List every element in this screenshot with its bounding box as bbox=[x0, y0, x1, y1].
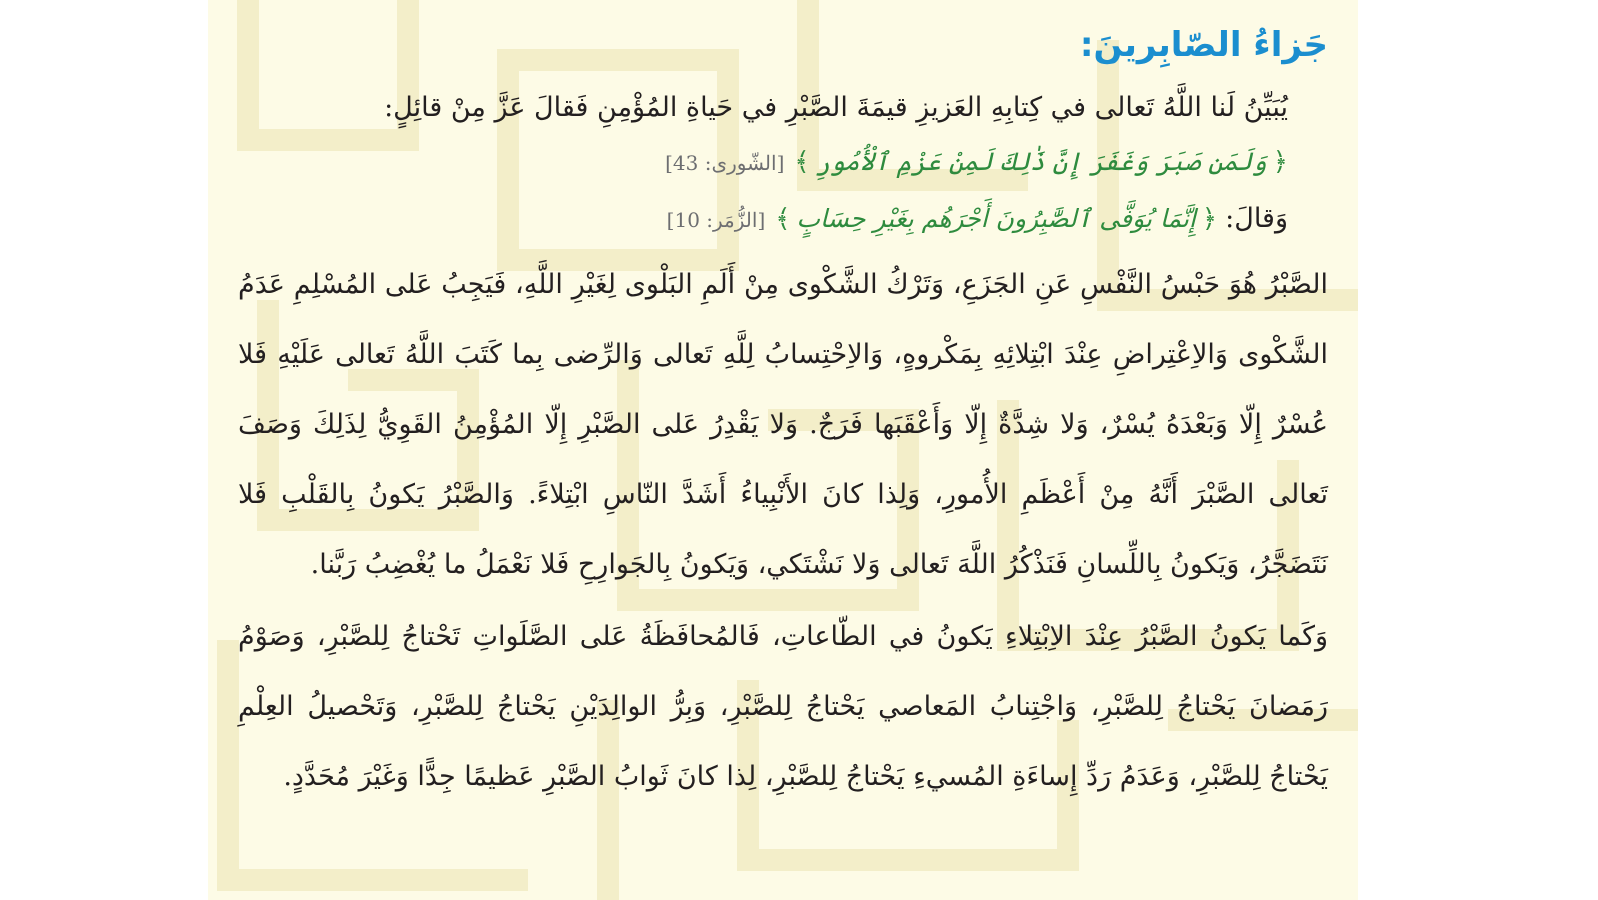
quran-verse-2 bbox=[238, 191, 1288, 248]
verse-reference: [الزُّمَر: 10] bbox=[666, 208, 766, 232]
verse-open-bracket: ﴿ bbox=[1272, 147, 1288, 177]
lesson-content bbox=[238, 18, 1328, 812]
body-paragraph-1: الصَّبْرُ هُوَ حَبْسُ النَّفْسِ عَنِ الجَزَعِ، وَتَرْكُ الشَّكْوى مِنْ أَلَمِ البَلْوى لِغَيْرِ اللَّهِ، فَيَجِبُ عَلى المُسْلِمِ عَدَمُ الشَّكْوى وَالاِعْتِراضِ عِنْدَ ابْتِلائِهِ بِمَكْروهٍ، وَالاِحْتِسابُ لِلَّهِ تَعالى وَالرِّضى بِما كَتَبَ اللَّهُ تَعالى عَلَيْهِ فَلا عُسْرٌ إِلّا وَبَعْدَهُ يُسْرٌ، وَلا شِدَّةٌ إِلّا وَأَعْقَبَها فَرَجٌ. وَلا يَقْدِرُ عَلى الصَّبْرِ إِلّا المُؤْمِنُ القَوِيُّ لِذَلِكَ وَصَفَ تَعالى الصَّبْرَ أَنَّهُ مِنْ أَعْظَمِ الأُمورِ، وَلِذا كانَ الأَنْبِياءُ أَشَدَّ النّاسِ ابْتِلاءً. وَالصَّبْرُ يَكونُ بِالقَلْبِ فَلا نَتَضَجَّرُ، وَيَكونُ بِاللِّسانِ فَنَذْكُرُ اللَّهَ تَعالى وَلا نَشْتَكي، وَيَكونُ بِالجَوارِحِ فَلا نَعْمَلُ ما يُغْضِبُ رَبَّنا. bbox=[238, 269, 1328, 580]
section-heading: جَزاءُ الصّابِرينَ: bbox=[1079, 25, 1328, 65]
textbook-page bbox=[208, 0, 1358, 900]
verse-text: وَلَمَن صَبَرَ وَغَفَرَ إِنَّ ذَٰلِكَ لَمِنْ عَزْمِ ٱلْأُمُورِ bbox=[815, 147, 1267, 176]
body-paragraph-2: وَكَما يَكونُ الصَّبْرُ عِنْدَ الاِبْتِلاءِ يَكونُ في الطّاعاتِ، فَالمُحافَظَةُ عَلى الصَّلَواتِ تَحْتاجُ لِلصَّبْرِ، وَصَوْمُ رَمَضانَ يَحْتاجُ لِلصَّبْرِ، وَاجْتِنابُ المَعاصي يَحْتاجُ لِلصَّبْرِ، وَبِرُّ الوالِدَيْنِ يَحْتاجُ لِلصَّبْرِ، وَتَحْصيلُ العِلْمِ يَحْتاجُ لِلصَّبْرِ، وَعَدَمُ رَدِّ إِساءَةِ المُسيءِ يَحْتاجُ لِلصَّبْرِ، لِذا كانَ ثَوابُ الصَّبْرِ عَظيمًا جِدًّا وَغَيْرَ مُحَدَّدٍ. bbox=[238, 621, 1328, 792]
verse-text: إِنَّمَا يُوَفَّى ٱلصَّٰبِرُونَ أَجْرَهُم بِغَيْرِ حِسَابٍ bbox=[796, 204, 1196, 233]
verse-open-bracket: ﴿ bbox=[1201, 204, 1218, 234]
verse-close-bracket: ﴾ bbox=[775, 204, 791, 234]
intro-paragraph: يُبَيِّنُ لَنا اللَّهُ تَعالى في كِتابِهِ العَزيزِ قيمَةَ الصَّبْرِ في حَياةِ المُؤْمِنِ فَقالَ عَزَّ مِنْ قائِلٍ: bbox=[384, 92, 1288, 123]
quran-verse-1 bbox=[238, 134, 1288, 191]
verse-lead-text: وَقالَ: bbox=[1225, 203, 1288, 234]
verse-close-bracket: ﴾ bbox=[794, 147, 810, 177]
verse-reference: [الشّورى: 43] bbox=[665, 151, 785, 175]
